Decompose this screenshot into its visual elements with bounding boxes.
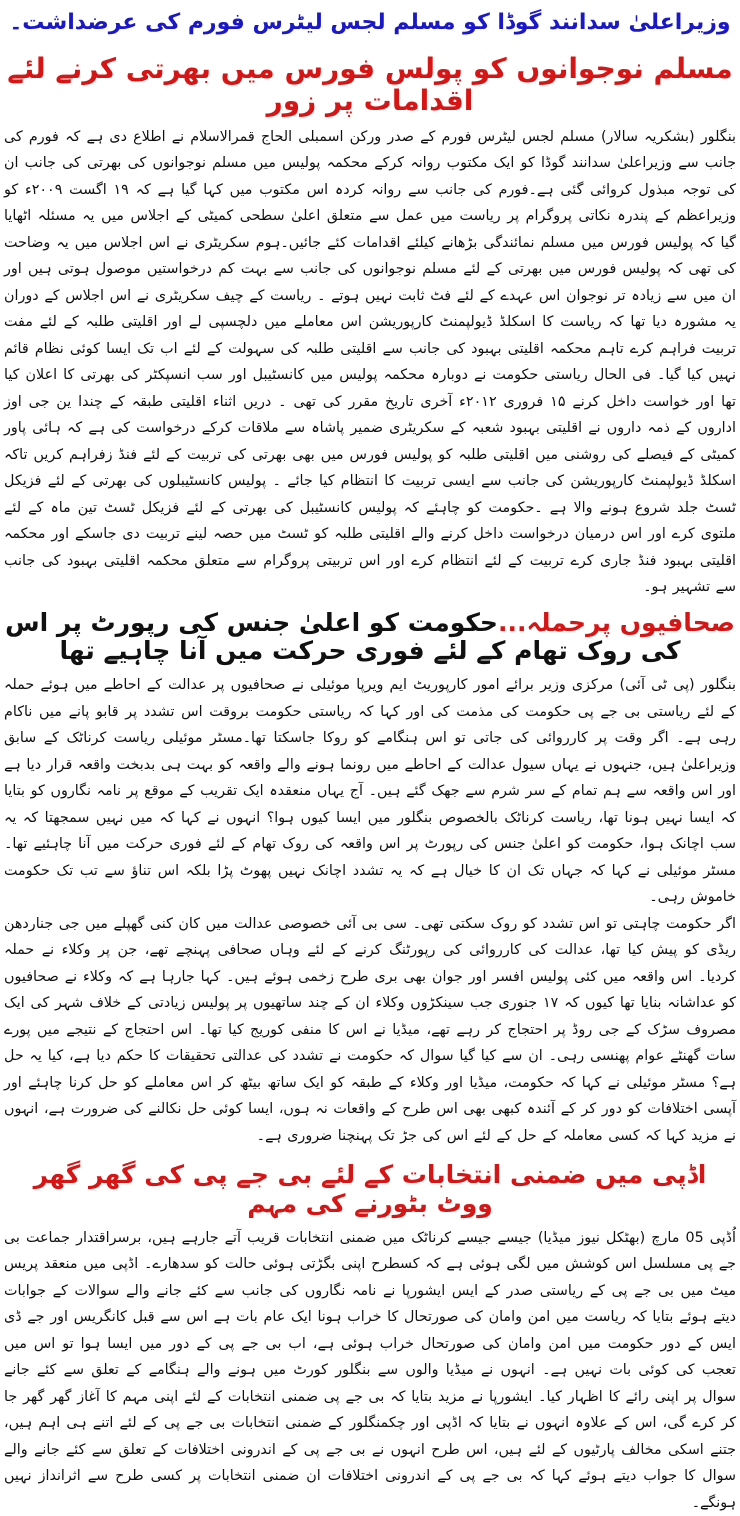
- article-udupi-byelection-title: اڈپی میں ضمنی انتخابات کے لئے بی جے پی کی گھر گھر ووٹ بٹورنے کی مہم: [33, 1160, 707, 1218]
- article-journalists-attack-title-lead: صحافیوں پرحملہ...: [497, 607, 735, 637]
- article-journalists-attack: [4, 601, 736, 1150]
- article-udupi-byelection: [4, 1149, 736, 1516]
- article-udupi-byelection-body: اُڈپی 05 مارچ (بھٹکل نیوز میڈیا) جیسے جیسے کرناٹک میں ضمنی انتخابات قریب آتے جارہے ہیں، برسراقتدار جماعت بی جے پی مسلسل اس کوشش میں لگی ہوئی ہے کہ کسطرح اپنی بگڑتی ہوئی حالت کو سدھارے۔ اڈپی میں منعقد پریس میٹ میں بی جے پی کے ریاستی صدر کے ایس ایشورپا نے نامہ نگاروں کی جانب سے کئے جانے والے سوالات کے جوابات دیتے ہوئے بتایا کہ ریاست میں امن وامان کی صورتحال کا خراب ہونا ایک عام بات ہے اس سے قبل کانگریس اور جے ڈی ایس کے دور حکومت میں امن وامان کی صورتحال خراب ہوئی ہے، اب بی جے پی کے دور میں ایسا ہوا تو اس میں تعجب کی کوئی بات نہیں ہے۔ انہوں نے میڈیا والوں سے بنگلور کورٹ میں ہونے والے ہنگامے کے تعلق سے کئے جانے سوال پر اپنی رائے کا اظہار کیا۔ ایشورپا نے مزید بتایا کہ بی جے پی ضمنی انتخابات کے لئے اپنی مہم کا آغاز گھر گھر جا کر کرے گی، اس کے علاوہ انہوں نے بتایا کہ اڈپی اور چکمنگلور کے ضمنی انتخابات بی جے پی کے لئے اتنے ہی اہم ہیں، جتنے اسکی مخالف پارٹیوں کے لئے ہیں، اس طرح انہوں نے بی جے پی کے اندرونی اختلافات کے تعلق سے کئے جانے والے سوال کا جواب دیتے ہوئے کہا کہ بی جے پی کے اندرونی اختلافات ان ضمنی انتخابات پر کسی طرح سے اثرانداز نہیں ہونگے۔: [4, 1229, 737, 1511]
- article-police-recruitment-title: مسلم نوجوانوں کو پولس فورس میں بھرتی کرنے لئے اقدامات پر زور: [7, 52, 733, 118]
- article-journalists-attack-body-2: اگر حکومت چاہتی تو اس تشدد کو روک سکتی تھی۔ سی بی آئی خصوصی عدالت میں کان کنی گھپلے میں جی جناردھن ریڈی کو پیش کیا تھا، عدالت کی کارروائی کی رپورٹنگ کرنے کے لئے وہاں صحافی پہنچے تھے، جن پر وکلاء نے حملہ کردیا۔ اس واقعہ میں کئی پولیس افسر اور جوان بھی بری طرح زخمی ہوئے ہیں۔ کہا جارہا ہے کہ وکلاء نے صحافیوں کو عداشانہ بنایا تھا کیوں کہ ۱۷ جنوری جب سینکڑوں وکلاء ان کے چند ساتھیوں پر پولیس زیادتی کے خلاف شہر کی ایک مصروف سڑک کے جی روڈ پر احتجاج کر رہے تھے، میڈیا نے اس کا منفی کوریج کیا تھا۔ اس احتجاج کے نتیجے میں پورے سات گھنٹے عوام پھنسی رہی۔ ان سے کیا گیا سوال کہ حکومت نے تشدد کی عدالتی تحقیقات کا حکم دیا ہے، کیا یہ حل ہے؟ مسٹر موئیلی نے کہا کہ حکومت، میڈیا اور وکلاء کے طبقہ کو ایک ساتھ بیٹھ کر اس معاملے کو حل کرنا چاہئے اور آپسی اختلافات کو دور کر کے آئندہ کبھی بھی اس طرح کے واقعات نہ ہوں، ایسا کوئی حل نکالنے کی ضرورت ہے، انہوں نے مزید کہا کہ کسی معاملہ کے حل کے لئے اس کی جڑ تک پہنچنا ضروری ہے۔: [4, 915, 736, 1144]
- article-police-recruitment-body: بنگلور (بشکریہ سالار) مسلم لجس لیٹرس فورم کے صدر ورکن اسمبلی الحاج قمرالاسلام نے اطلاع دی ہے کہ فورم کی جانب سے وزیراعلیٰ سدانند گوڈا کو ایک مکتوب روانہ کرکے محکمہ پولیس میں مسلم نوجوانوں کی بھرتی کی جانب ان کی توجہ مبذول کروائی گئی ہے۔فورم کی جانب سے روانہ کردہ اس مکتوب میں کہا گیا ہے کہ ۱۹ اگست ۲۰۰۹ء کو وزیراعظم کے پندرہ نکاتی پروگرام پر ریاست میں عمل سے متعلق اعلیٰ سطحی کمیٹی کے اجلاس میں یہ مسئلہ اٹھایا گیا کہ پولیس فورس میں مسلم نمائندگی بڑھانے کیلئے اقدامات کئے جائیں۔ہوم سکریٹری نے اس اجلاس میں یہ وضاحت کی تھی کہ پولیس فورس میں بھرتی کے لئے مسلم نوجوانوں کی جانب سے بہت کم درخواستیں موصول ہوتی ہیں اور ان میں سے زیادہ تر نوجوان اس عہدے کے لئے فٹ ثابت نہیں ہوتے ۔ ریاست کے چیف سکریٹری نے اس اجلاس کے دوران یہ مشورہ دیا تھا کہ ریاست کا اسکلڈ ڈیولپمنٹ کارپوریشن اس معاملے میں دلچسپی لے اور اقلیتی طلبہ کے لئے مفت تربیت فراہم کرے تاہم محکمہ اقلیتی بہبود کی جانب سے اقلیتی طلبہ کی سہولت کے لئے اب تک ایسا کوئی نظام قائم نہیں کیا گیا۔ فی الحال ریاستی حکومت نے دوبارہ محکمہ پولیس میں کانسٹیبل اور سب انسپکٹر کی بھرتی کا اعلان کیا تھا اور خواست داخل کرنے ۱۵ فروری ۲۰۱۲ء آخری تاریخ مقرر کی تھی ۔ دریں اثناء اقلیتی طبقہ کے چندا ین جی اوز اداروں کے ذمہ داروں نے اقلیتی بہبود شعبہ کے سکریٹری ضمیر پاشاہ سے ملاقات کرکے درخواست کی ہے کہ ہائی پاور کمیٹی کے فیصلے کی روشنی میں اقلیتی طلبہ کو پولیس فورس میں بھی بھرتی کی تربیت کے لئے فنڈ زفراہم کریں تاکہ اسکلڈ ڈیولپمنٹ کارپوریشن کی جانب سے ایسی تربیت کا انتظام کیا جائے ۔ پولیس کانسٹیبلوں کی بھرتی کے لئے فزیکل ٹسٹ جلد شروع ہونے والا ہے ۔حکومت کو چاہئے کہ پولیس کانسٹیبل کی بھرتی کے لئے فزیکل ٹسٹ تین ماہ کے لئے ملتوی کرے اور اس درمیان درخواست داخل کرنے والے اقلیتی طلبہ کو ٹسٹ میں حصہ لینے تربیت دی جاسکے اور محکمہ اقلیتی بہبود فنڈ جاری کرے تربیت کے لئے انتظام کرے اور اس تربیتی پروگرام سے متعلق محکمہ اقلیتی بہبود کی جانب سے تشہیر ہو۔: [4, 128, 736, 596]
- article-police-recruitment: [4, 49, 736, 600]
- article-journalists-attack-title-rest: حکومت کو اعلیٰ جنس کی رپورٹ پر اس کی روک تھام کے لئے فوری حرکت میں آنا چاہیے تھا: [5, 607, 681, 666]
- forum-memorandum-headline: وزیراعلیٰ سدانند گوڈا کو مسلم لجس لیٹرس فورم کی عرضداشت۔: [9, 10, 731, 35]
- article-journalists-attack-title: [4, 601, 736, 673]
- article-journalists-attack-body-1: بنگلور (پی ٹی آئی) مرکزی وزیر برائے امور کارپوریٹ ایم ویرپا موئیلی نے صحافیوں پر عدالت کے احاطے میں ہوئے حملہ کے لئے ریاستی بی جے پی حکومت کی مذمت کی اور کہا کہ ریاستی حکومت بروقت اس تشدد پر قابو پانے میں ناکام رہی ہے۔ اگر وقت پر کارروائی کی جاتی تو اس ہنگامے کو روکا جاسکتا تھا۔مسٹر موئیلی ریاست کرناٹک کے سابق وزیراعلیٰ ہیں، جنہوں نے یہاں سیول عدالت کے احاطے میں رونما ہونے والے واقعہ کو بہت ہی بدبخت واقعہ قرار دیا ہے اور اس واقعہ سے ہم تمام کے سر شرم سے جھک گئے ہیں۔ آج یہاں منعقدہ ایک تقریب کے موقع پر نامہ نگاروں کو بتایا کہ ایسا نہیں ہونا تھا، ریاست کرناٹک بالخصوص بنگلور میں ایسا کیوں ہوا؟ انہوں نے کہا کہ میں نہیں سمجھتا کہ یہ سب اچانک ہوا، حکومت کو اعلیٰ جنس کی رپورٹ پر اس واقعہ کی روک تھام کے لئے فوری حرکت میں آنا چاہئیے تھا۔مسٹر موئیلی نے کہا کہ جہاں تک ان کا خیال ہے کہ یہ تشدد اچانک نہیں پھوٹ پڑا بلکہ اس تناؤ سے تب تک حکومت خاموش رہی۔: [4, 677, 736, 906]
